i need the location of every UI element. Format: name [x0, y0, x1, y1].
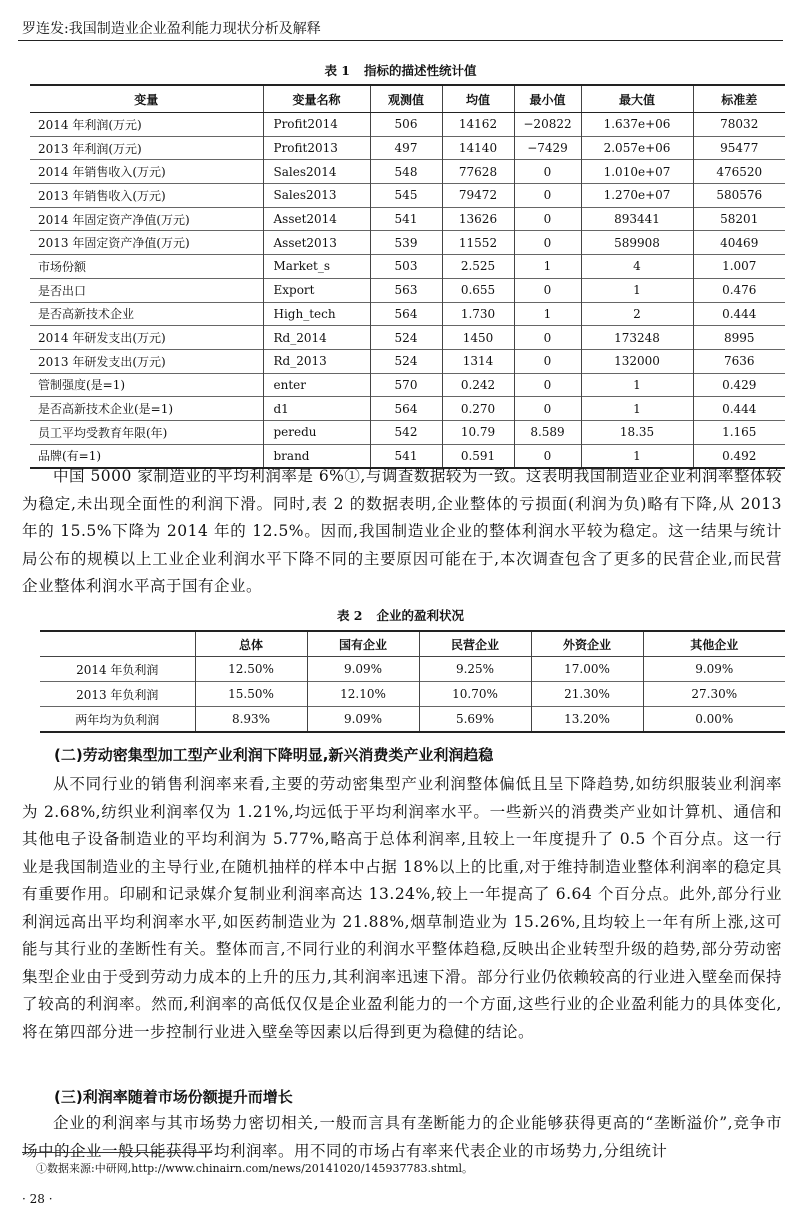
table-cell: 18.35	[581, 420, 693, 444]
paragraph-industry-profit: 从不同行业的销售利润率来看,主要的劳动密集型产业利润整体偏低且呈下降趋势,如纺织服装业利润率为 2.68%,纺织业利润率仅为 1.21%,均远低于平均利润率水平。一些新兴的消费类产业如计算机、通信和其他电子设备制造业的平均利润为 5.77%,略高于总体利润率,且较上一年度提升了 0.5 个百分点。这一行业是我国制造业的主导行业,在随机抽样的样本中占据 18%以上的比重,对于维持制造业整体利润率的稳定具有重要作用。印刷和记录媒介复制业利润率高达 13.24%,较上一年提高了 6.64 个百分点。此外,部分行业利润远高出平均利润率水平,如医药制造业为 21.88%,烟草制造业为 15.26%,且均较上一年有所上涨,这可能与其行业的垄断性有关。整体而言,不同行业的利润水平整体趋稳,反映出企业转型升级的趋势,部分劳动密集型企业由于受到劳动力成本的上升的压力,其利润率迅速下滑。部分行业仍依赖较高的行业进入壁垒而保持了较高的利润率。然而,利润率的高低仅仅是企业盈利能力的一个方面,这些行业的企业盈利能力的具体变化,将在第四部分进一步控制行业进入壁垒等因素以后得到更为稳健的结论。	[22, 775, 782, 1041]
table-cell: 9.09%	[307, 657, 419, 682]
table-cell: 0.444	[693, 397, 785, 421]
table-cell: 4	[581, 255, 693, 279]
table-row	[30, 420, 785, 444]
table-cell: 1.010e+07	[581, 160, 693, 184]
table-cell: 1	[581, 373, 693, 397]
table2-title: 企业的盈利状况	[376, 608, 465, 623]
section3-heading: (三)利润率随着市场份额提升而增长	[54, 1088, 293, 1106]
table-cell: 1.730	[442, 302, 514, 326]
table-cell: 564	[370, 397, 442, 421]
table-row	[30, 326, 785, 350]
table-row	[30, 160, 785, 184]
table-cell: 12.10%	[307, 682, 419, 707]
table-cell: 0	[514, 160, 581, 184]
table-cell: 476520	[693, 160, 785, 184]
table-cell: 580576	[693, 184, 785, 208]
table-cell: 2013 年负利润	[40, 682, 195, 707]
table-cell: 是否高新技术企业(是=1)	[30, 397, 263, 421]
header-rule	[18, 40, 783, 41]
table2-label: 表 2	[336, 608, 363, 623]
table-cell: 0	[514, 349, 581, 373]
table-cell: brand	[263, 444, 370, 468]
table-cell: 0	[514, 373, 581, 397]
table-cell: 40469	[693, 231, 785, 255]
t2-header-cell	[40, 631, 195, 657]
table-cell: 524	[370, 326, 442, 350]
table-cell: 0.270	[442, 397, 514, 421]
table1-label: 表 1	[324, 63, 351, 78]
table-cell: 9.09%	[643, 657, 785, 682]
table-row	[30, 207, 785, 231]
profitability-table	[40, 630, 785, 733]
table-cell: 58201	[693, 207, 785, 231]
table-cell: 15.50%	[195, 682, 307, 707]
table-cell: 0	[514, 326, 581, 350]
t2-header-cell: 其他企业	[643, 631, 785, 657]
table-cell: 893441	[581, 207, 693, 231]
table-row	[30, 255, 785, 279]
table-cell: 132000	[581, 349, 693, 373]
table-cell: 品牌(有=1)	[30, 444, 263, 468]
table-row	[30, 184, 785, 208]
table-row	[30, 136, 785, 160]
table-cell: 17.00%	[531, 657, 643, 682]
table-cell: 0.242	[442, 373, 514, 397]
table-cell: 0.591	[442, 444, 514, 468]
paragraph-profit-summary: 中国 5000 家制造业的平均利润率是 6%①,与调查数据较为一致。这表明我国制造业企业利润率整体较为稳定,未出现全面性的利润下滑。同时,表 2 的数据表明,企业整体的亏损面(利润为负)略有下降,从 2013 年的 15.5%下降为 2014 年的 12.5%。因而,我国制造业企业的整体利润水平较为稳定。这一结果与统计局公布的规模以上工业企业利润水平下降不同的主要原因可能在于,本次调查包含了更多的民营企业,而民营企业整体利润水平高于国有企业。	[22, 467, 782, 595]
table-cell: 管制强度(是=1)	[30, 373, 263, 397]
table-cell: 1.007	[693, 255, 785, 279]
table-cell: 2014 年研发支出(万元)	[30, 326, 263, 350]
footnote-rule	[22, 1152, 212, 1153]
paragraph-market-share: 企业的利润率与其市场势力密切相关,一般而言具有垄断能力的企业能够获得更高的“垄断溢价”,竞争市场中的企业一般只能获得平均利润率。用不同的市场占有率来代表企业的市场势力,分组统计	[22, 1114, 782, 1160]
table1-caption	[0, 61, 801, 79]
table-cell: 1	[581, 397, 693, 421]
table-cell: 173248	[581, 326, 693, 350]
table-cell: 506	[370, 113, 442, 137]
table-cell: 539	[370, 231, 442, 255]
table-cell: Rd_2013	[263, 349, 370, 373]
table-cell: 14140	[442, 136, 514, 160]
table-cell: −7429	[514, 136, 581, 160]
table-cell: Rd_2014	[263, 326, 370, 350]
table-cell: Profit2013	[263, 136, 370, 160]
table-cell: High_tech	[263, 302, 370, 326]
table-cell: 0	[514, 184, 581, 208]
table-cell: 497	[370, 136, 442, 160]
t2-header-cell: 国有企业	[307, 631, 419, 657]
table-cell: 2013 年利润(万元)	[30, 136, 263, 160]
table-cell: 11552	[442, 231, 514, 255]
table-cell: 541	[370, 207, 442, 231]
table-cell: 2013 年销售收入(万元)	[30, 184, 263, 208]
table-row	[30, 349, 785, 373]
table-row	[30, 113, 785, 137]
table-cell: 0.444	[693, 302, 785, 326]
t1-header-cell: 最小值	[514, 85, 581, 113]
table-cell: 0.476	[693, 278, 785, 302]
t2-header-cell: 总体	[195, 631, 307, 657]
table-row	[30, 278, 785, 302]
table-cell: 10.70%	[419, 682, 531, 707]
table-cell: 563	[370, 278, 442, 302]
table-row	[40, 657, 785, 682]
t2-header-cell: 外资企业	[531, 631, 643, 657]
table-cell: 8.589	[514, 420, 581, 444]
table-cell: 78032	[693, 113, 785, 137]
table-cell: 570	[370, 373, 442, 397]
table-row	[30, 373, 785, 397]
table-cell: 2014 年利润(万元)	[38, 117, 142, 132]
table-cell: 95477	[693, 136, 785, 160]
table-cell: 1314	[442, 349, 514, 373]
table-cell: Profit2014	[263, 113, 370, 137]
t1-header-cell: 最大值	[581, 85, 693, 113]
table-cell: 27.30%	[643, 682, 785, 707]
table-cell: 13.20%	[531, 707, 643, 733]
table-row	[30, 302, 785, 326]
table-cell: enter	[263, 373, 370, 397]
table-cell: 2013 年研发支出(万元)	[30, 349, 263, 373]
table-cell: 0.655	[442, 278, 514, 302]
table-cell: 8.93%	[195, 707, 307, 733]
table-cell: 2014 年负利润	[76, 662, 159, 677]
table2-caption	[0, 606, 801, 624]
table-cell: 542	[370, 420, 442, 444]
table-cell: 是否高新技术企业	[30, 302, 263, 326]
table-cell: 503	[370, 255, 442, 279]
table-cell: 589908	[581, 231, 693, 255]
table-cell: Sales2014	[263, 160, 370, 184]
table-cell: 545	[370, 184, 442, 208]
table-cell: 1	[581, 278, 693, 302]
table-cell: 0.00%	[643, 707, 785, 733]
table-cell: peredu	[263, 420, 370, 444]
table-cell: −20822	[514, 113, 581, 137]
table1-title: 指标的描述性统计值	[364, 63, 477, 78]
table-cell: 541	[370, 444, 442, 468]
table-cell: 2014 年销售收入(万元)	[30, 160, 263, 184]
table-row	[30, 231, 785, 255]
table-cell: 21.30%	[531, 682, 643, 707]
footnote: ①数据来源:中研网,http://www.chinairn.com/news/20141020/145937783.shtml。	[36, 1162, 474, 1175]
table-cell: 524	[370, 349, 442, 373]
table-cell: 2.525	[442, 255, 514, 279]
running-head: 罗连发:我国制造业企业盈利能力现状分析及解释	[22, 21, 321, 37]
table-cell: 8995	[693, 326, 785, 350]
t1-header-cell: 变量	[30, 85, 263, 113]
page-number: · 28 ·	[22, 1192, 53, 1206]
table-row	[30, 397, 785, 421]
table-cell: 564	[370, 302, 442, 326]
table-cell: 市场份额	[30, 255, 263, 279]
table-cell: 0.492	[693, 444, 785, 468]
table2-header-row	[40, 631, 785, 657]
table-cell: 1.270e+07	[581, 184, 693, 208]
t1-header-cell: 标准差	[693, 85, 785, 113]
table-row	[40, 682, 785, 707]
t2-header-cell: 民营企业	[419, 631, 531, 657]
table-cell: 7636	[693, 349, 785, 373]
table-cell: 5.69%	[419, 707, 531, 733]
table-cell: 2.057e+06	[581, 136, 693, 160]
section2-heading: (二)劳动密集型加工型产业利润下降明显,新兴消费类产业利润趋稳	[54, 746, 494, 764]
table-cell: 2	[581, 302, 693, 326]
t1-header-cell: 观测值	[370, 85, 442, 113]
table-cell: Market_s	[263, 255, 370, 279]
table-cell: 员工平均受教育年限(年)	[30, 420, 263, 444]
table-cell: 9.25%	[419, 657, 531, 682]
table-cell: 79472	[442, 184, 514, 208]
table-cell: 0	[514, 231, 581, 255]
table-cell: 0.429	[693, 373, 785, 397]
table-cell: 1.637e+06	[581, 113, 693, 137]
table-cell: 9.09%	[307, 707, 419, 733]
table-cell: Asset2013	[263, 231, 370, 255]
table-cell: 2013 年固定资产净值(万元)	[30, 231, 263, 255]
table-cell: 1.165	[693, 420, 785, 444]
t1-header-cell: 均值	[442, 85, 514, 113]
table-cell: 14162	[442, 113, 514, 137]
table-cell: 10.79	[442, 420, 514, 444]
descriptive-stats-table	[30, 84, 785, 469]
table-cell: 1	[581, 444, 693, 468]
table-cell: Asset2014	[263, 207, 370, 231]
table-cell: 1450	[442, 326, 514, 350]
table-cell: 12.50%	[195, 657, 307, 682]
table-cell: 548	[370, 160, 442, 184]
table-cell: 1	[514, 255, 581, 279]
table-cell: 0	[514, 207, 581, 231]
table-cell: 是否出口	[30, 278, 263, 302]
table-cell: 两年均为负利润	[40, 707, 195, 733]
table-cell: 13626	[442, 207, 514, 231]
table-cell: d1	[263, 397, 370, 421]
t1-header-cell: 变量名称	[263, 85, 370, 113]
table-cell: 1	[514, 302, 581, 326]
table-row	[40, 707, 785, 733]
table-cell: Export	[263, 278, 370, 302]
table-cell: Sales2013	[263, 184, 370, 208]
table-cell: 2014 年固定资产净值(万元)	[30, 207, 263, 231]
table-cell: 77628	[442, 160, 514, 184]
table-cell: 0	[514, 278, 581, 302]
table1-header-row	[30, 85, 785, 113]
table-cell: 0	[514, 444, 581, 468]
table-cell: 0	[514, 397, 581, 421]
